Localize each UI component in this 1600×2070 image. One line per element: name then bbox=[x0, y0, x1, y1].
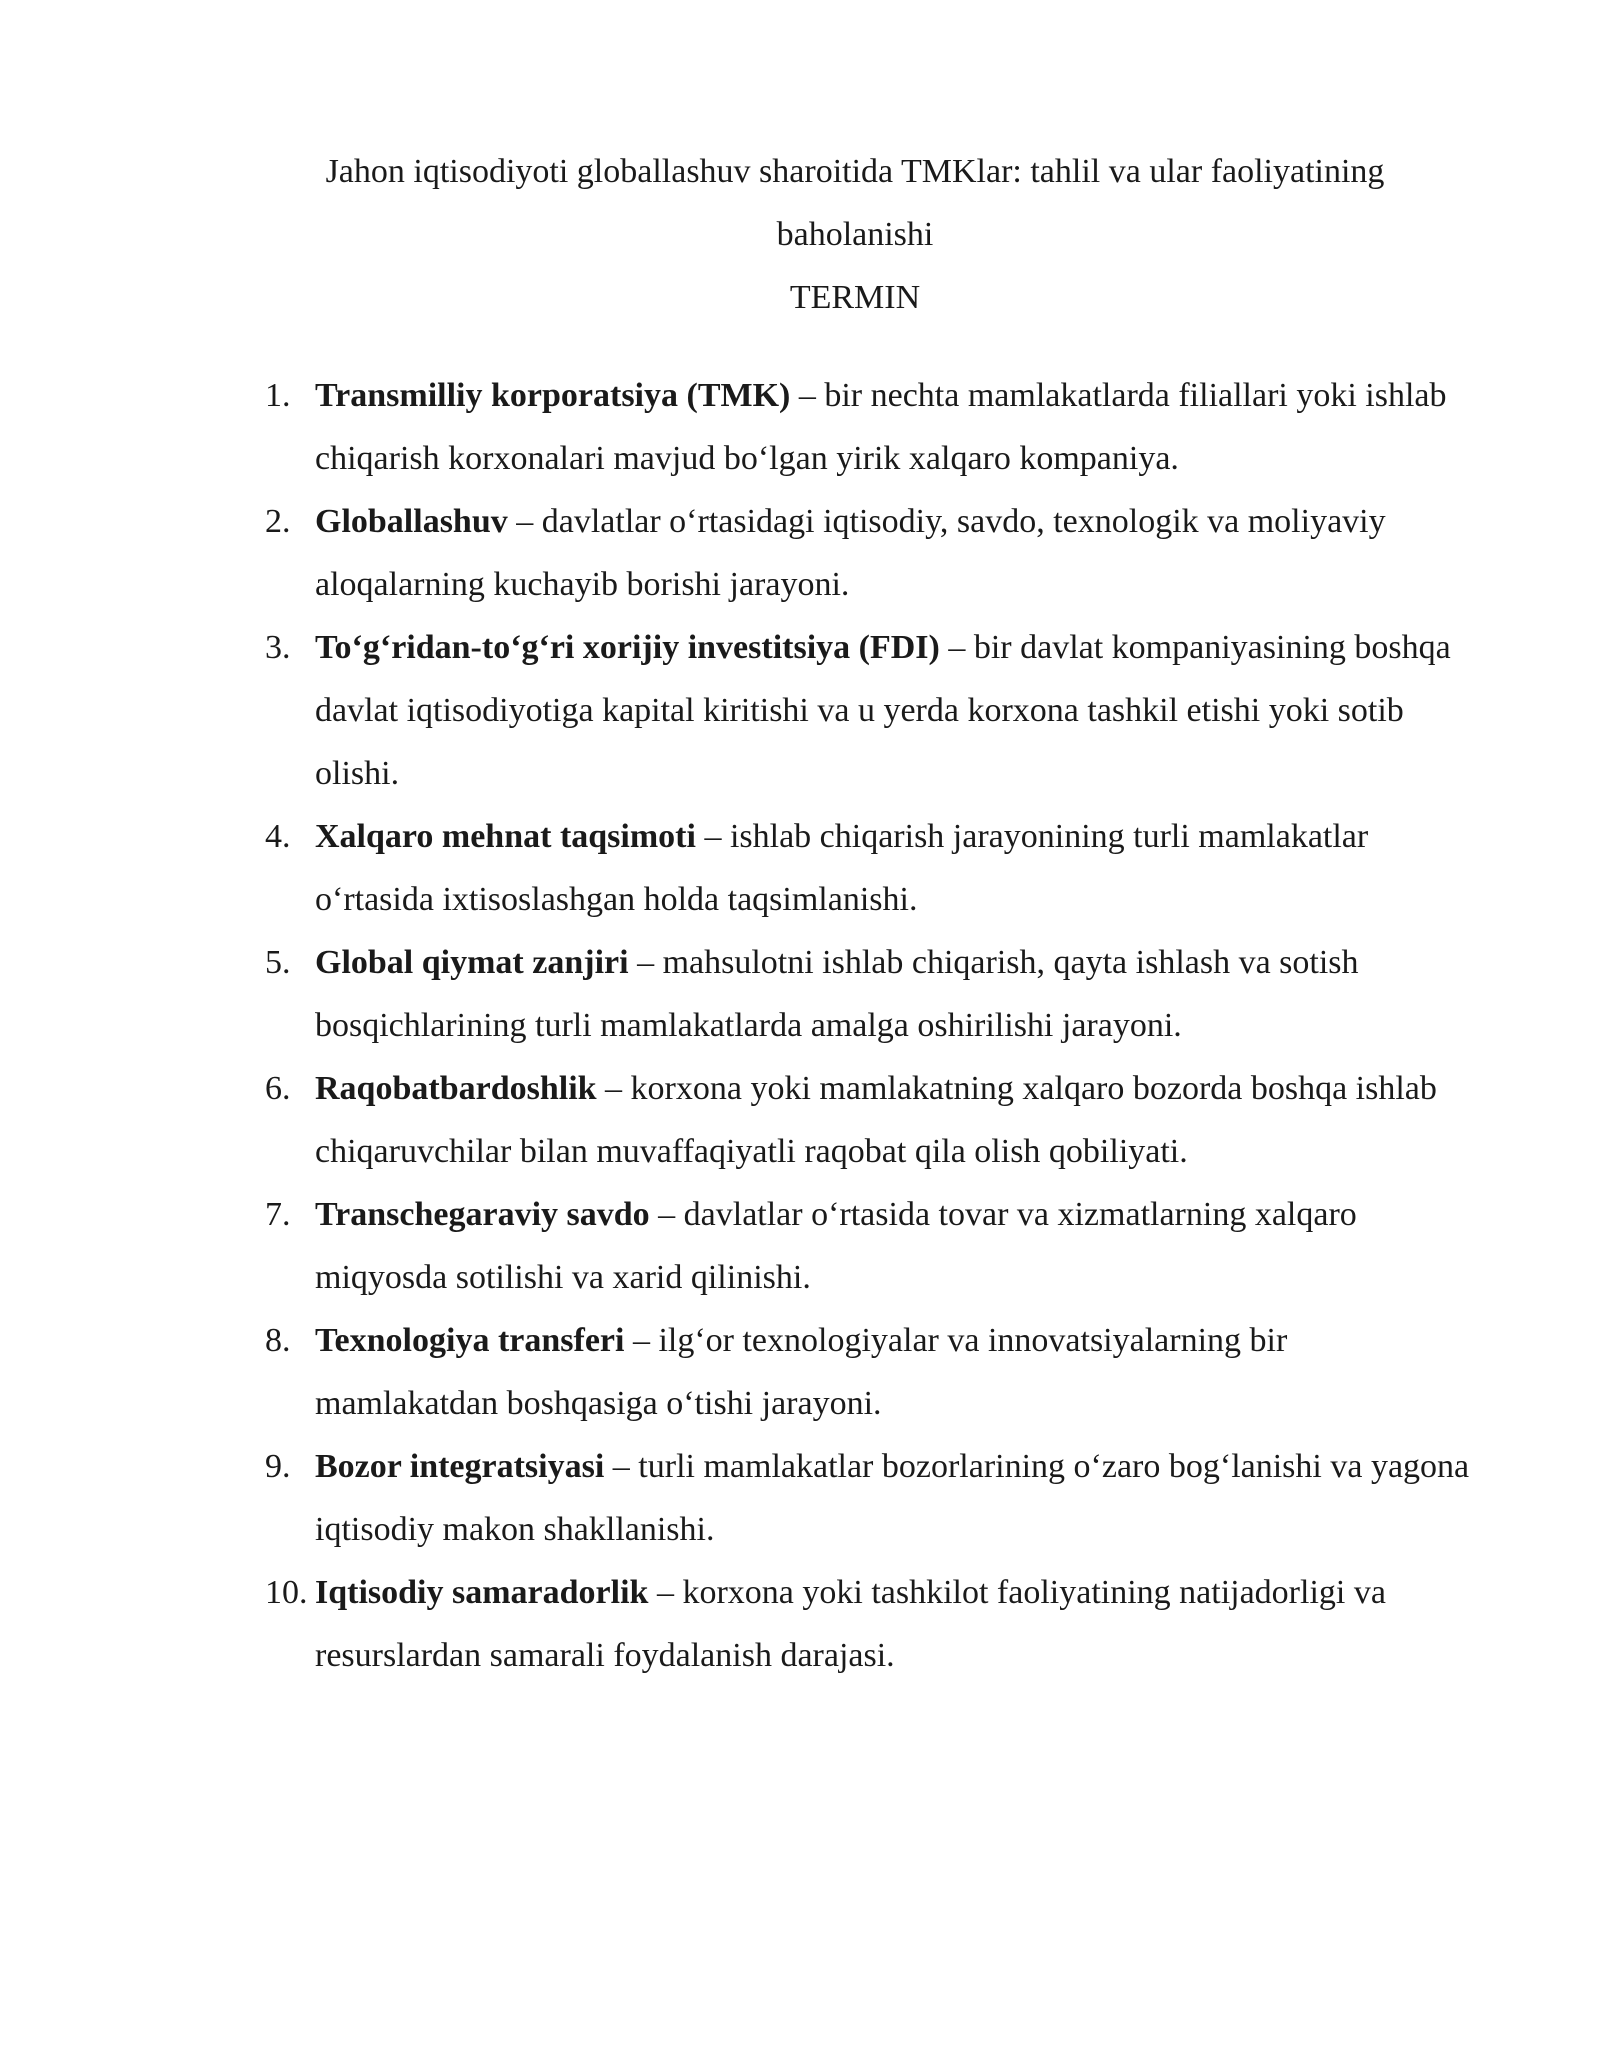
document-subtitle: TERMIN bbox=[789, 279, 921, 316]
term-number: 4. bbox=[265, 818, 291, 855]
term-number: 5. bbox=[265, 944, 291, 981]
term-item bbox=[0, 805, 1600, 931]
term-definition: – turli mamlakatlar bozorlarining o‘zaro bog‘lanishi va yagona iqtisodiy makon shakllanishi. bbox=[315, 1448, 1470, 1548]
term-name: Globallashuv bbox=[315, 503, 508, 540]
term-item bbox=[0, 1309, 1600, 1435]
document-header bbox=[280, 140, 1430, 329]
term-item bbox=[0, 490, 1600, 616]
term-number: 2. bbox=[265, 503, 291, 540]
document-title-line-1: Jahon iqtisodiyoti globallashuv sharoitida TMKlar: tahlil va ular faoliyatining bbox=[325, 153, 1385, 190]
term-number: 6. bbox=[265, 1070, 291, 1107]
term-item bbox=[0, 364, 1600, 490]
term-item bbox=[0, 931, 1600, 1057]
term-item bbox=[0, 1183, 1600, 1309]
document-title-line-2: baholanishi bbox=[776, 216, 934, 253]
term-name: Iqtisodiy samaradorlik bbox=[315, 1574, 649, 1611]
term-name: Transchegaraviy savdo bbox=[315, 1196, 650, 1233]
term-definition: – korxona yoki tashkilot faoliyatining natijadorligi va resurslardan samarali foydalanish darajasi. bbox=[315, 1574, 1386, 1674]
term-definition: – bir davlat kompaniyasining boshqa davlat iqtisodiyotiga kapital kiritishi va u yerda korxona tashkil etishi yoki sotib olishi. bbox=[315, 629, 1451, 792]
term-definition: – ilg‘or texnologiyalar va innovatsiyalarning bir mamlakatdan boshqasiga o‘tishi jarayoni. bbox=[315, 1322, 1288, 1422]
term-item bbox=[0, 1561, 1600, 1687]
term-number: 7. bbox=[265, 1196, 291, 1233]
term-definition: – davlatlar o‘rtasida tovar va xizmatlarning xalqaro miqyosda sotilishi va xarid qilinishi. bbox=[315, 1196, 1357, 1296]
term-number: 8. bbox=[265, 1322, 291, 1359]
term-name: Xalqaro mehnat taqsimoti bbox=[315, 818, 696, 855]
term-definition: – mahsulotni ishlab chiqarish, qayta ishlash va sotish bosqichlarining turli mamlakatlarda amalga oshirilishi jarayoni. bbox=[315, 944, 1359, 1044]
term-definition: – bir nechta mamlakatlarda filiallari yoki ishlab chiqarish korxonalari mavjud bo‘lgan yirik xalqaro kompaniya. bbox=[315, 377, 1447, 477]
term-number: 1. bbox=[265, 377, 291, 414]
term-item bbox=[0, 1057, 1600, 1183]
term-name: Bozor integratsiyasi bbox=[315, 1448, 605, 1485]
term-name: Global qiymat zanjiri bbox=[315, 944, 629, 981]
term-list bbox=[0, 364, 1600, 1687]
term-name: Raqobatbardoshlik bbox=[315, 1070, 597, 1107]
term-name: Texnologiya transferi bbox=[315, 1322, 625, 1359]
term-number: 10. bbox=[265, 1574, 308, 1611]
term-definition: – davlatlar o‘rtasidagi iqtisodiy, savdo, texnologik va moliyaviy aloqalarning kuchayib borishi jarayoni. bbox=[315, 503, 1386, 603]
term-item bbox=[0, 616, 1600, 805]
term-name: Transmilliy korporatsiya (TMK) bbox=[315, 377, 791, 414]
term-definition: – korxona yoki mamlakatning xalqaro bozorda boshqa ishlab chiqaruvchilar bilan muvaffaqiyatli raqobat qila olish qobiliyati. bbox=[315, 1070, 1437, 1170]
term-item bbox=[0, 1435, 1600, 1561]
term-number: 3. bbox=[265, 629, 291, 666]
term-number: 9. bbox=[265, 1448, 291, 1485]
term-name: To‘g‘ridan-to‘g‘ri xorijiy investitsiya (FDI) bbox=[315, 629, 940, 666]
term-definition: – ishlab chiqarish jarayonining turli mamlakatlar o‘rtasida ixtisoslashgan holda taqsimlanishi. bbox=[315, 818, 1369, 918]
